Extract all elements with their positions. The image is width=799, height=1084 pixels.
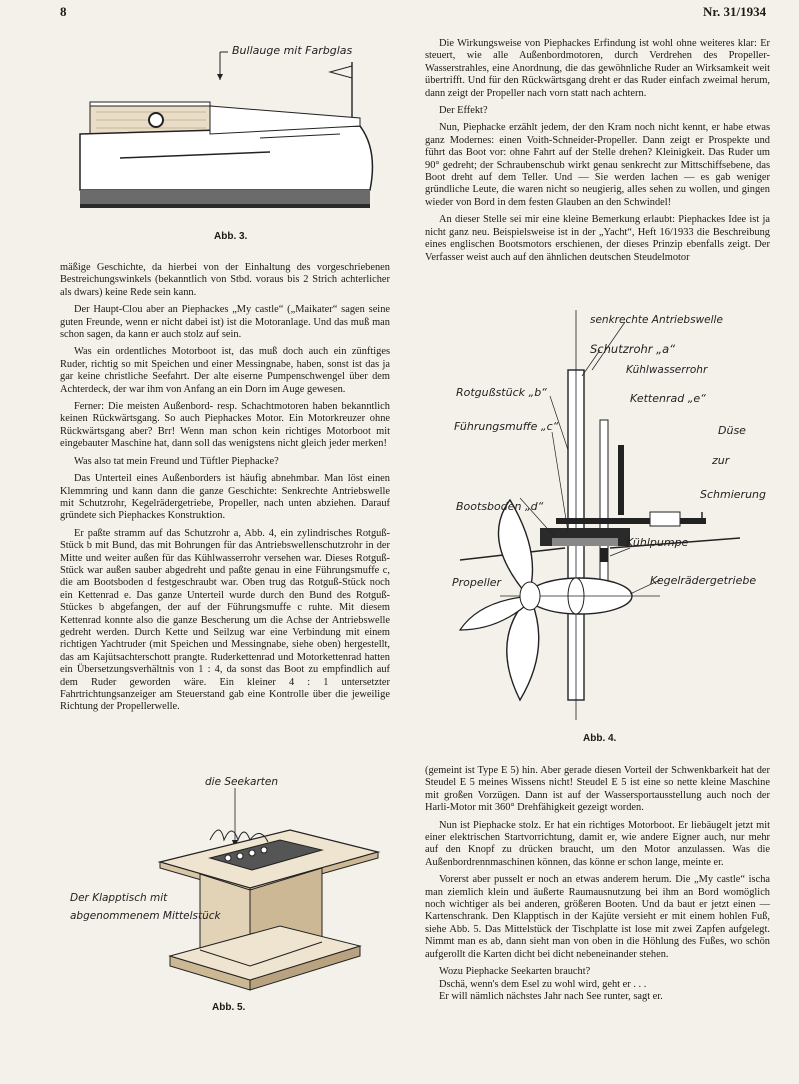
column-left-top xyxy=(60,262,390,719)
label-coolpipe: Kühlwasserrohr xyxy=(626,364,708,376)
paragraph: Nun, Piephacke erzählt jedem, der den Kram noch nicht kennt, er habe etwas ganz Modernes: einen Voith-Schneider-Propeller. Dann zeigt er Prospekte und führt das Boot vor: ohne Fahrt auf der Stelle drehen? Kleinigkeit. Das Ruder um 90° gedreht; der Schraubenschub wirkt genau senkrecht zur Mittschiffsebene, das Boot dreht auf dem Teller. Und — Sie werden lachen — es gab weniger gründliche Leute, die waren nicht so neugierig, alles sehen zu wollen, und gingen wieder von Bord in dem festen Glauben an den Schwindel! xyxy=(425,122,770,208)
label-floor: Bootsboden „d“ xyxy=(456,500,544,513)
paragraph: Was also tat mein Freund und Tüftler Piephacke? xyxy=(74,455,279,467)
folding-table-drawing xyxy=(60,770,400,1000)
column-right-bottom xyxy=(425,765,770,1003)
label-guide: Führungsmuffe „c“ xyxy=(454,420,559,433)
boat-hull-drawing xyxy=(60,30,390,230)
issue-number: Nr. 31/1934 xyxy=(703,4,767,19)
label-lube: Schmierung xyxy=(700,488,766,501)
label-shaft: senkrechte Antriebswelle xyxy=(590,314,723,326)
porthole-label: Bullauge mit Farbglas xyxy=(232,44,353,57)
label-sprocket: Kettenrad „e“ xyxy=(630,392,706,405)
paragraph: Nun ist Piephacke stolz. Er hat ein richtiges Motorboot. Er liebäugelt jetzt mit einer elektrischen Startvorrichtung, damit er, wie andere Eigner auch, nur mehr auf den Knopf zu drücken braucht, um den Motor anzulassen. Was die Außenbordrennmaschinen können, das könne er schon lange, meinte er. xyxy=(425,819,770,868)
label-tube: Schutzrohr „a“ xyxy=(590,342,676,356)
paragraph: Der Haupt-Clou aber an Piephackes „My castle“ („Maikater“ sagen seine guten Freunde, wenn er nicht dabei ist) ist die Motoranlage. Und das muß man schon sagen, da kann er auch stolz auf sein. xyxy=(60,304,390,341)
seekarten-label: die Seekarten xyxy=(205,776,279,788)
paragraph: Die Wirkungsweise von Piephackes Erfindung ist wohl ohne weiteres klar: Er steuert, wie alle Außenbordmotoren, durch Verdrehen des Propeller-Wasserstrahles, eine Anordnung, die das gewöhnliche Ruder an Wirksamkeit weit übertrifft. Und für den Rückwärtsgang dreht er das Ruder einfach zweimal herum, dann zeigt der Propeller nach vorn statt nach achtern. xyxy=(425,38,770,99)
paragraph: (gemeint ist Type E 5) hin. Aber gerade diesen Vorteil der Schwenkbarkeit hat der Steudel E 5 meines Wissens nicht! Steudel E 5 ist eine so nette kleine Maschine mit großen Vorzügen. Dann ist auf der Wassersportausstellung auch noch der Harli-Motor mit 360° Drehfähigkeit gezeigt worden. xyxy=(425,765,770,814)
figure-3-caption: Abb. 3. xyxy=(214,231,248,242)
figure-3 xyxy=(60,30,390,230)
figure-4-caption: Abb. 4. xyxy=(583,733,617,744)
table-label-2: abgenommenem Mittelstück xyxy=(70,910,221,922)
paragraph: Was ein ordentliches Motorboot ist, das muß doch auch ein zünftiges Ruder, richtig so mit Speichen und einer Messingnabe, haben, sonst ist das ja gar keine christliche Seefahrt. Der alte eiserne Pumpenschwengel über dem Achterdeck, der war ihm von Anfang an ein Dorn im Auge gewesen. xyxy=(60,346,390,395)
table-label-1: Der Klapptisch mit xyxy=(70,892,168,904)
page-number: 8 xyxy=(60,4,67,19)
paragraph: An dieser Stelle sei mir eine kleine Bemerkung erlaubt: Piephackes Idee ist ja nicht ganz neu. Beispielsweise ist in der „Yacht“, Heft 16/1933 die Beschreibung eines englischen Bootsmotors erschienen, der dieses Prinzip ebenfalls zeigt. Der Verfasser weist auch auf den ähnlichen deutschen Steudelmotor xyxy=(425,214,770,263)
paragraph: Ferner: Die meisten Außenbord- resp. Schachtmotoren haben bekanntlich keinen Rückwärtsgang. So auch Piephackes Motor. Ein Motorkreuzer ohne Rückwärtsgang aber? Brr! Wenn man schon kein richtiges Motorboot mit eingebauter Maschine hat, dann soll das wenigstens nicht gleich jeder merken! xyxy=(60,401,390,450)
label-zur: zur xyxy=(712,454,730,467)
label-nozzle: Düse xyxy=(718,424,746,437)
figure-5 xyxy=(60,770,400,1000)
paragraph: Vorerst aber pusselt er noch an etwas anderem herum. Die „My castle“ ischa man ziemlich klein und äußerte Raumausnutzung bei ihm an Bord womöglich noch wichtiger als bei anderen, größeren Booten. Und da baut er jetzt einen — Kartenschrank. Den Klapptisch in der Kajüte versieht er mit einem hohlen Fuß, siehe Abb. 5. Das Mittelstück der Tischplatte ist lose mit zwei Zapfen aufgelegt. Nimmt man es ab, dann sieht man von oben in die Höhlung des Fußes, wo schön aufgerollt die Karten dicht bei dicht nebeneinander stehen. xyxy=(425,874,770,960)
figure-4 xyxy=(440,300,780,732)
label-gear: Kegelrädergetriebe xyxy=(650,574,757,587)
paragraph: Er paßte stramm auf das Schutzrohr a, Abb. 4, ein zylindrisches Rotguß-Stück b mit Bund, das mit Bohrungen für das Antriebswellenschutzrohr in der Mitte und weiter außen für das Kühlwasserrohr versehen war. Dieses Rotguß-Stück war außen sauber abgedreht und paßte genau in eine Führungsmuffe c, die am Bootsboden d festgeschraubt war. Oben trug das Rotguß-Stück noch ein Kettenrad e. Das ganze Unterteil wurde durch den Bund des Rotguß-Stückes b abgefangen, der auf der Führungsmuffe c ruhte. Mit diesem Kettenrad konnte also die ganze Bescherung um die Achse der Antriebswelle gedreht werden. Durch Kette und Seilzug war eine Verbindung mit einem richtigen Yachtruder (mit Speichen und Messingnabe, siehe oben) hergestellt, das am Kajütsachterschott prangte. Ruderkettenrad und Motorkettenrad hatten ein Übersetzungsverhältnis von 1 : 4, da sonst das Boot zu empfindlich auf dem Ruder geworden wäre. Ein kleiner 4 : 1 untersetzter Fahrtrichtungsanzeiger am Steuerstand gab eine Kontrolle über die jeweilige Richtung der Propellerwelle. xyxy=(60,527,390,713)
label-bushing: Rotgußstück „b“ xyxy=(456,386,547,399)
drive-unit-drawing xyxy=(440,300,780,732)
column-right-top xyxy=(425,38,770,269)
paragraph: Dschä, wenn's dem Esel zu wohl wird, geht er . . . xyxy=(439,978,647,990)
paragraph: Der Effekt? xyxy=(439,105,488,117)
paragraph: mäßige Geschichte, da hierbei von der Einhaltung des vorgeschriebenen Bestreichungswinkels (bekanntlich von Stbd. voraus bis 2 Strich achterlicher als dwars) keine Rede sein kann. xyxy=(60,262,390,298)
paragraph: Wozu Piephacke Seekarten braucht? xyxy=(439,966,591,978)
label-propeller: Propeller xyxy=(452,576,502,589)
label-pump: Kühlpumpe xyxy=(626,536,689,549)
figure-5-caption: Abb. 5. xyxy=(212,1002,246,1013)
paragraph: Er will nämlich nächstes Jahr nach See runter, sagt er. xyxy=(439,990,663,1002)
paragraph: Das Unterteil eines Außenborders ist häufig abnehmbar. Man löst einen Klemmring und kann dann die ganze Geschichte: Senkrechte Antriebswelle mit Schutzrohr, Kegelrädergetriebe, Propeller, nach unten abziehen. Darauf gründete sich Piephackes Konstruktion. xyxy=(60,473,390,522)
